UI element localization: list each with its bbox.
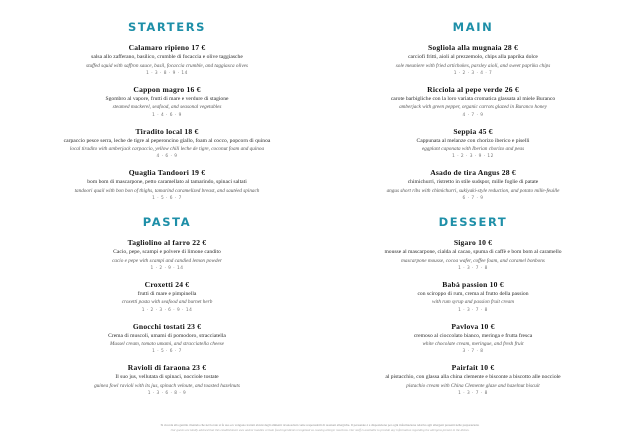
dish-description-en: local tiradito with amberjack carpaccio, yellow chili leche de tigre, coconut foam and quinoa bbox=[69, 146, 265, 153]
dish-name: Calamaro ripieno 17 € bbox=[128, 43, 206, 52]
dish-description-it: con sciroppo di rum, crema al frutto della passion bbox=[417, 290, 529, 297]
dish-name: Cappon magro 16 € bbox=[133, 84, 201, 94]
dish-allergens: 1 · 3 · 6 · 8 · 9 bbox=[147, 391, 187, 397]
dish-allergens: 1 · 4 · 6 · 9 bbox=[152, 112, 182, 118]
section-title-main: MAIN bbox=[452, 20, 494, 34]
menu-item bbox=[330, 322, 616, 355]
menu-item bbox=[24, 85, 310, 118]
dish-description-it: frutti di mare e pimpinella bbox=[137, 290, 197, 297]
dish-description-it: Sgombro al vapore, frutti di mare e verdure di stagione bbox=[105, 95, 229, 102]
dish-allergens: 1 · 2 · 3 · 9 · 12 bbox=[452, 154, 494, 160]
dish-description-it: salsa allo zafferano, basilico, crumble di focaccia e olive taggiasche bbox=[91, 53, 243, 60]
section-title-pasta: PASTA bbox=[142, 215, 192, 230]
dish-allergens: 1 · 3 · 7 · 8 bbox=[458, 265, 488, 271]
dish-name: Pairfait 10 € bbox=[451, 363, 495, 373]
menu-item bbox=[330, 85, 616, 118]
dish-name: Asado de tira Angus 28 € bbox=[430, 168, 516, 178]
disclaimer-it: Si ricorda alla gentile clientela che nel locale si fa uso e/o vengono trattati alcuni degli alimenti riconosciuti come responsabili di reazioni allergiche. Il personale è a disposizione per ogni informazione relativa agli allergeni presenti nelle preparazioni. bbox=[160, 423, 480, 428]
dish-description-it: Il suo jus, vellutata di spinaci, nocciole tostate bbox=[115, 374, 219, 381]
menu-item bbox=[330, 363, 616, 396]
dish-name: Ravioli di faraona 23 € bbox=[127, 363, 207, 373]
menu-item bbox=[24, 363, 310, 396]
dish-description-it: cremoso al cioccolato bianco, meringa e frutta fresca bbox=[413, 332, 533, 339]
dish-description-en: amberjack with green pepper, organic carrots glazed in Buranco honey bbox=[399, 104, 547, 111]
dish-allergens: 3 · 7 · 8 bbox=[462, 349, 484, 355]
dish-description-en: guinea fowl ravioli with its jus, spinach veloute, and toasted hazelnuts bbox=[94, 383, 240, 389]
menu-item bbox=[330, 238, 616, 271]
menu-item bbox=[24, 238, 310, 271]
dish-description-en: mascarpone mousse, cocoa wafer, coffee foam, and caramel bonbons bbox=[401, 257, 545, 264]
menu-item bbox=[24, 127, 310, 160]
dish-description-en: sole meuniere with fried artichokes, parsley aioli, and sweet paprika chips bbox=[395, 62, 551, 69]
dish-description-en: angus short ribs with chimichurri, sukiyaki-style reduction, and potato mille-feuille bbox=[386, 187, 560, 194]
menu-columns bbox=[14, 14, 626, 419]
dish-allergens: 1 · 5 · 6 · 7 bbox=[152, 196, 182, 202]
menu-item bbox=[24, 280, 310, 313]
dish-description-en: tandoori quail with bon bon of thighs, tamarind caramelized breast, and sautéed spinach bbox=[74, 187, 260, 194]
right-column bbox=[320, 14, 626, 419]
dish-name: Quaglia Tandoori 19 € bbox=[128, 168, 206, 178]
dish-description-en: with rum syrup and passion fruit cream bbox=[432, 299, 514, 306]
dish-description-en: cacio e pepe with scampi and candied lemon powder bbox=[112, 257, 222, 264]
dish-allergens: 6 · 7 · 9 bbox=[462, 196, 484, 202]
dish-name: Babà passion 10 € bbox=[442, 279, 504, 289]
dish-allergens: 1 · 5 · 6 · 7 bbox=[152, 349, 182, 355]
dish-description-en: steamed mackerel, seafood, and seasonal vegetables bbox=[112, 104, 222, 111]
dish-description-it: carpaccio pesce serra, leche de tigre al peperoncino giallo, foam al cocco, popcorn di quinoa bbox=[63, 137, 271, 144]
dish-description-en: Mussel cream, tomato umami, and stracciatella cheese bbox=[110, 341, 224, 348]
dish-description-en: croxetti pasta with seafood and burnet herb bbox=[121, 299, 213, 306]
dish-allergens: 1 · 3 · 8 · 9 · 14 bbox=[146, 70, 188, 76]
dish-description-it: Cappunata al melanze con chorizo iberico e piselli bbox=[416, 137, 530, 144]
dish-description-it: Crema di muscoli, umami di pomodoro, stracciatella bbox=[108, 332, 226, 339]
dish-name: Croxetti 24 € bbox=[144, 279, 190, 289]
menu-item bbox=[24, 322, 310, 355]
dish-description-en: stuffed squid with saffron sauce, basil, focaccia crumble, and taggiasca olives bbox=[86, 62, 248, 69]
menu-item bbox=[330, 168, 616, 201]
dish-name: Seppia 45 € bbox=[453, 126, 493, 136]
allergen-disclaimer bbox=[14, 423, 626, 435]
disclaimer-en: Our guests are kindly advised that this establishment uses and/or handles certain food ingredients recognized as causing allergic reactions. Our staff is available to provide any information regarding the allergens present in the dishes. bbox=[170, 428, 470, 433]
dish-name: Gnocchi tostati 23 € bbox=[132, 321, 202, 331]
dish-description-it: carote barbigliche con la loro variata cromatica glassata al miele Buranco bbox=[390, 95, 556, 102]
dish-name: Tagliolino al farro 22 € bbox=[127, 238, 207, 248]
dish-description-it: chimichurri, ristretto in stile sudspor, mille foglie di patate bbox=[407, 179, 539, 186]
menu-item bbox=[330, 280, 616, 313]
menu-item bbox=[24, 43, 310, 76]
dish-description-it: al pistacchio, con glassa alla china clemente e bisconte a biscotto alle nocciole bbox=[385, 374, 561, 381]
dish-allergens: 1 · 2 · 3 · 4 · 7 bbox=[453, 70, 493, 76]
dish-description-en: pistachio cream with China Clemente glaze and hazelnut biscuit bbox=[406, 383, 540, 389]
dish-allergens: 4 · 7 · 9 bbox=[462, 112, 484, 118]
dish-allergens: 1 · 2 · 3 · 6 · 9 · 14 bbox=[141, 307, 193, 313]
dish-name: Ricciola al pepe verde 26 € bbox=[427, 84, 519, 94]
dish-name: Pavlova 10 € bbox=[451, 321, 495, 331]
dish-allergens: 1 · 2 · 9 · 14 bbox=[150, 265, 184, 271]
section-title-starters: STARTERS bbox=[127, 20, 207, 34]
left-column bbox=[14, 14, 320, 419]
menu-item bbox=[330, 43, 616, 76]
dish-description-it: bom bom di mascarpone, petto caramellato al tamarindo, spinaci saltati bbox=[87, 179, 247, 186]
menu-item bbox=[330, 127, 616, 160]
dish-name: Tiradito local 18 € bbox=[135, 126, 199, 136]
dish-description-en: eggplant caponata with Iberian chorizo and peas bbox=[421, 146, 525, 153]
menu-item bbox=[24, 168, 310, 201]
dish-name: Sigaro 10 € bbox=[453, 238, 493, 248]
dish-allergens: 1 · 3 · 7 · 8 bbox=[458, 391, 488, 397]
dish-allergens: 1 · 3 · 7 · 8 bbox=[458, 307, 488, 313]
dish-description-en: white chocolate cream, meringue, and fresh fruit bbox=[422, 341, 524, 348]
dish-description-it: mousse al mascarpone, cialda al cacao, spuma di caffè e bom bom al caramello bbox=[384, 249, 562, 256]
dish-description-it: Cacio, pepe, scampi e polvere di limone candito bbox=[113, 249, 221, 256]
section-title-dessert: DESSERT bbox=[438, 215, 508, 230]
dish-description-it: carciofi fritti, aioli al prezzemolo, chips alla paprika dolce bbox=[408, 53, 538, 60]
dish-allergens: 4 · 6 · 9 bbox=[156, 154, 178, 160]
dish-name: Sogliola alla mugnaia 28 € bbox=[427, 43, 518, 52]
